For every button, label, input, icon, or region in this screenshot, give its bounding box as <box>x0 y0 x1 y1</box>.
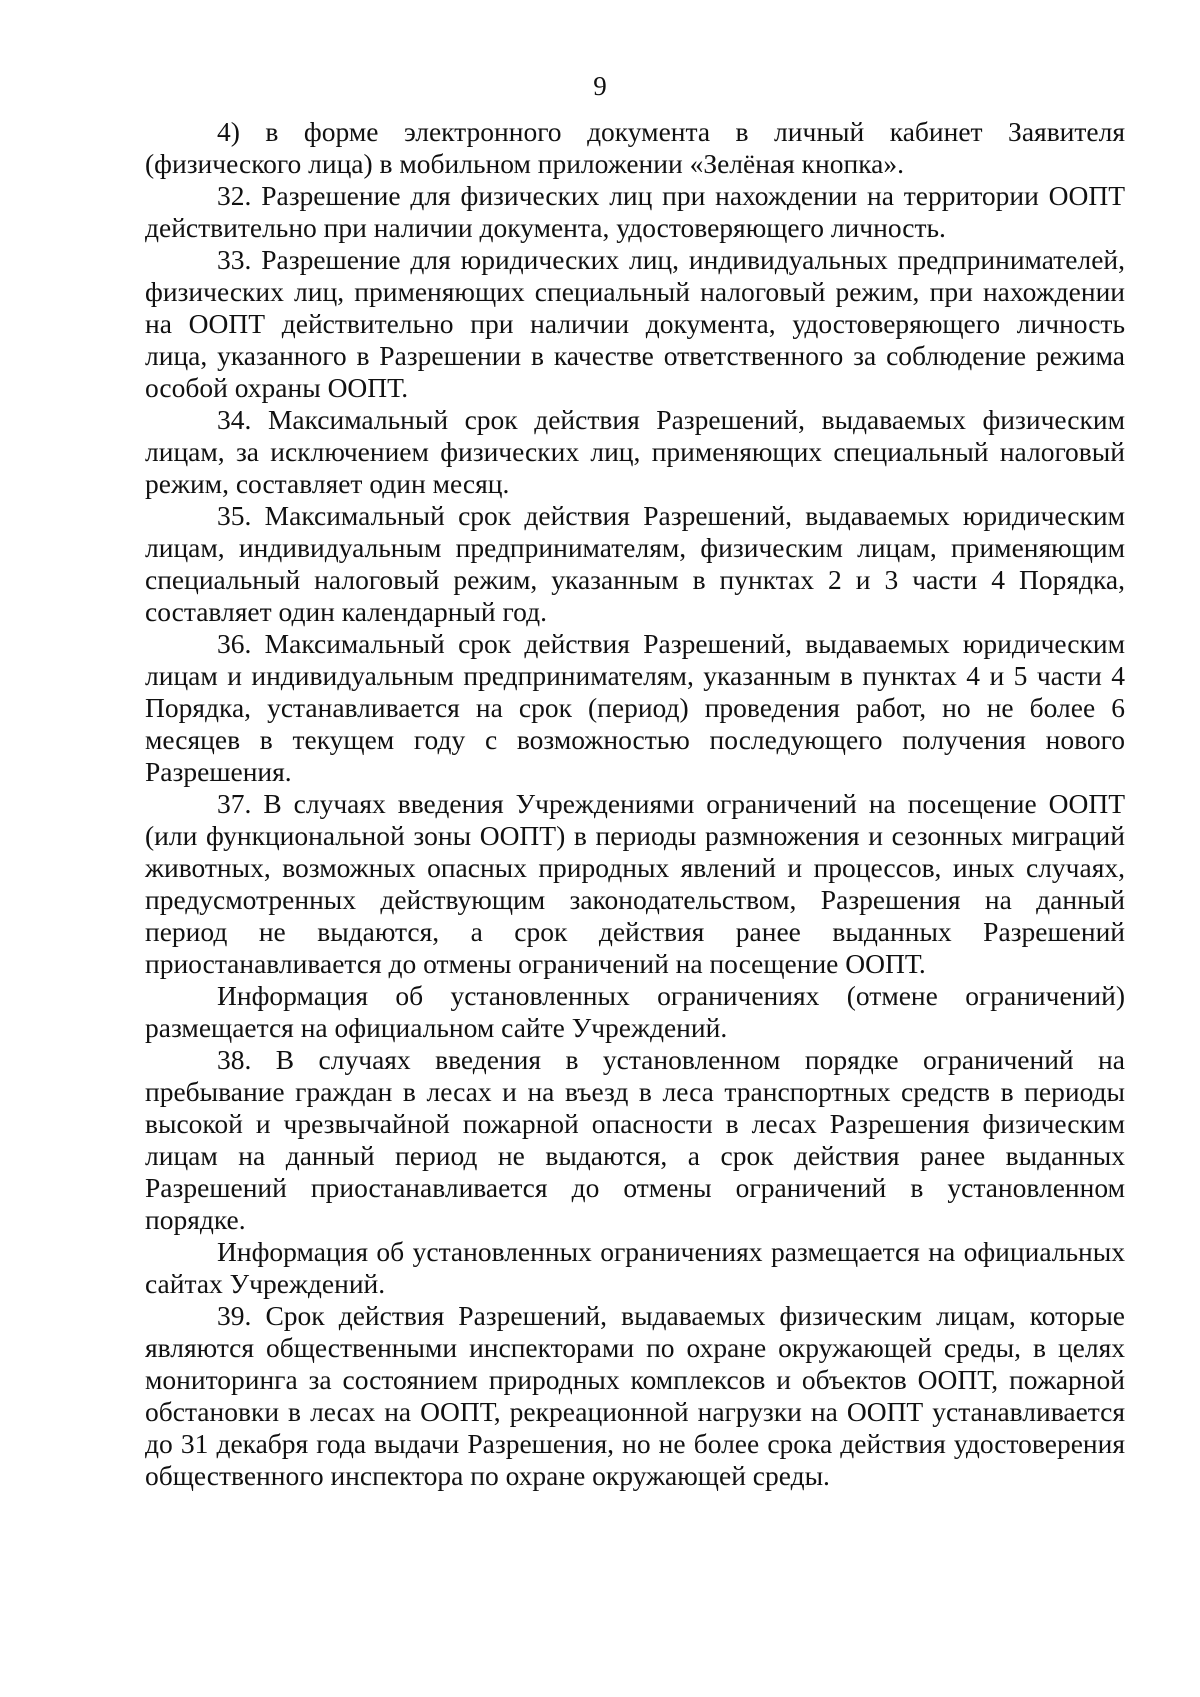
paragraph-33: 33. Разрешение для юридических лиц, индивидуальных предпринимателей, физических лиц, применяющих специальный налоговый режим, при нахождении на ООПТ действительно при наличии документа, удостоверяющего личность лица, указанного в Разрешении в качестве ответственного за соблюдение режима особой охраны ООПТ. <box>145 244 1125 403</box>
document-body <box>145 116 1125 1492</box>
paragraph-34: 34. Максимальный срок действия Разрешений, выдаваемых физическим лицам, за исключением физических лиц, применяющих специальный налоговый режим, составляет один месяц. <box>145 404 1125 499</box>
paragraph-37: 37. В случаях введения Учреждениями ограничений на посещение ООПТ (или функциональной зоны ООПТ) в периоды размножения и сезонных миграций животных, возможных опасных природных явлений и процессов, иных случаях, предусмотренных действующим законодательством, Разрешения на данный период не выдаются, а срок действия ранее выданных Разрешений приостанавливается до отмены ограничений на посещение ООПТ. <box>145 788 1125 979</box>
paragraph-item-4-electronic-form: 4) в форме электронного документа в личный кабинет Заявителя (физического лица) в мобильном приложении «Зелёная кнопка». <box>145 116 1125 179</box>
paragraph-38: 38. В случаях введения в установленном порядке ограничений на пребывание граждан в лесах и на въезд в леса транспортных средств в периоды высокой и чрезвычайной пожарной опасности в лесах Разрешения физическим лицам на данный период не выдаются, а срок действия ранее выданных Разрешений приостанавливается до отмены ограничений в установленном порядке. <box>145 1044 1125 1235</box>
paragraph-38-info: Информация об установленных ограничениях размещается на официальных сайтах Учреждений. <box>145 1236 1125 1299</box>
paragraph-32: 32. Разрешение для физических лиц при нахождении на территории ООПТ действительно при наличии документа, удостоверяющего личность. <box>145 180 1125 243</box>
page-number: 9 <box>593 71 607 101</box>
paragraph-37-info: Информация об установленных ограничениях (отмене ограничений) размещается на официальном сайте Учреждений. <box>145 980 1125 1043</box>
paragraph-36: 36. Максимальный срок действия Разрешений, выдаваемых юридическим лицам и индивидуальным предпринимателям, указанным в пунктах 4 и 5 части 4 Порядка, устанавливается на срок (период) проведения работ, но не более 6 месяцев в текущем году с возможностью последующего получения нового Разрешения. <box>145 628 1125 787</box>
paragraph-35: 35. Максимальный срок действия Разрешений, выдаваемых юридическим лицам, индивидуальным предпринимателям, физическим лицам, применяющим специальный налоговый режим, указанным в пунктах 2 и 3 части 4 Порядка, составляет один календарный год. <box>145 500 1125 627</box>
paragraph-39: 39. Срок действия Разрешений, выдаваемых физическим лицам, которые являются общественными инспекторами по охране окружающей среды, в целях мониторинга за состоянием природных комплексов и объектов ООПТ, пожарной обстановки в лесах на ООПТ, рекреационной нагрузки на ООПТ устанавливается до 31 декабря года выдачи Разрешения, но не более срока действия удостоверения общественного инспектора по охране окружающей среды. <box>145 1300 1125 1491</box>
